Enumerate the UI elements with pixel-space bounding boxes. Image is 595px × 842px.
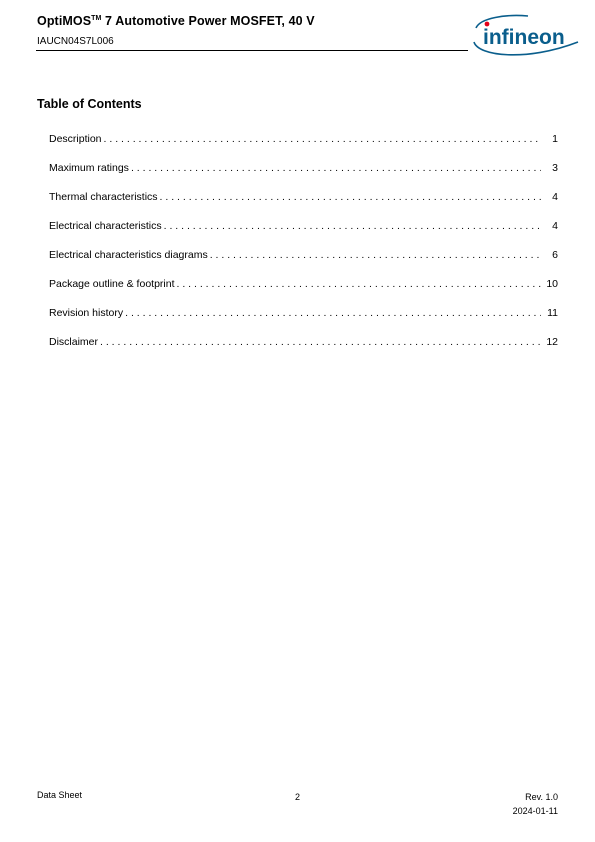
infineon-logo xyxy=(466,12,584,62)
toc-entry-description[interactable] xyxy=(49,133,558,162)
table-of-contents xyxy=(49,133,558,365)
toc-entry-page: 12 xyxy=(546,336,558,348)
toc-entry-page: 3 xyxy=(552,162,558,174)
toc-entry-page: 1 xyxy=(552,133,558,145)
toc-entry-page: 4 xyxy=(552,191,558,203)
footer-page-number: 2 xyxy=(294,792,300,802)
toc-entry-package-outline[interactable] xyxy=(49,278,558,307)
toc-entry-label: Electrical characteristics xyxy=(49,220,162,232)
toc-leader-dots xyxy=(177,278,542,290)
toc-entry-page: 10 xyxy=(546,278,558,290)
footer-document-type: Data Sheet xyxy=(37,790,83,800)
toc-entry-revision-history[interactable] xyxy=(49,307,558,336)
toc-entry-page: 4 xyxy=(552,220,558,232)
part-number: IAUCN04S7L006 xyxy=(37,36,114,47)
toc-entry-electrical-characteristics-diagrams[interactable] xyxy=(49,249,558,278)
toc-leader-dots xyxy=(100,336,541,348)
toc-entry-maximum-ratings[interactable] xyxy=(49,162,558,191)
footer-date: 2024-01-11 xyxy=(512,806,558,816)
trademark-symbol: TM xyxy=(91,15,102,22)
toc-entry-electrical-characteristics[interactable] xyxy=(49,220,558,249)
toc-entry-label: Description xyxy=(49,133,102,145)
toc-entry-label: Disclaimer xyxy=(49,336,99,348)
toc-entry-label: Electrical characteristics diagrams xyxy=(49,249,208,261)
toc-entry-label: Thermal characteristics xyxy=(49,191,158,203)
toc-entry-label: Revision history xyxy=(49,307,124,319)
toc-entry-label: Maximum ratings xyxy=(49,162,129,174)
title-product-name: OptiMOS xyxy=(37,14,92,28)
toc-entry-thermal-characteristics[interactable] xyxy=(49,191,558,220)
document-title xyxy=(37,14,315,28)
toc-leader-dots xyxy=(210,249,541,261)
toc-leader-dots xyxy=(131,162,541,174)
title-description: 7 Automotive Power MOSFET, 40 V xyxy=(101,14,315,28)
toc-heading: Table of Contents xyxy=(37,97,142,111)
footer-revision-block xyxy=(513,790,558,818)
footer-revision: Rev. 1.0 xyxy=(525,792,558,802)
toc-entry-page: 11 xyxy=(547,307,558,319)
toc-entry-label: Package outline & footprint xyxy=(49,278,175,290)
logo-wordmark: infineon xyxy=(483,26,565,49)
toc-entry-page: 6 xyxy=(552,249,558,261)
toc-leader-dots xyxy=(125,307,541,319)
toc-leader-dots xyxy=(104,133,541,145)
header-divider xyxy=(36,50,468,51)
toc-leader-dots xyxy=(164,220,541,232)
toc-leader-dots xyxy=(160,191,541,203)
toc-entry-disclaimer[interactable] xyxy=(49,336,558,365)
